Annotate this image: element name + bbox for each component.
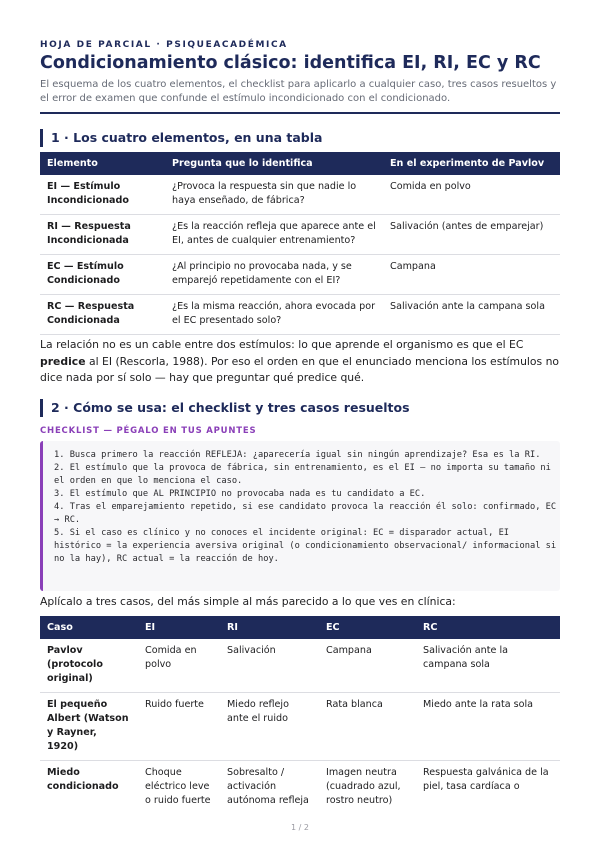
question-cell: ¿Al principio no provocaba nada, y se emparejó repetidamente con el EI? — [165, 255, 383, 295]
element-cell: EI — Estímulo Incondicionado — [40, 175, 165, 215]
pavlov-cell: Campana — [383, 255, 560, 295]
rc-cell: Salivación ante la campana sola — [416, 639, 560, 693]
element-cell: RI — Respuesta Incondicionada — [40, 215, 165, 255]
table-row — [40, 693, 560, 761]
table-header-row — [40, 616, 560, 639]
question-cell: ¿Provoca la respuesta sin que nadie lo haya enseñado, de fábrica? — [165, 175, 383, 215]
note-emphasis: predice — [40, 354, 86, 368]
rc-cell: Miedo ante la rata sola — [416, 693, 560, 761]
section-1-heading: 1 · Los cuatro elementos, en una tabla — [40, 129, 322, 147]
element-cell: RC — Respuesta Condicionada — [40, 295, 165, 335]
ei-cell: Comida en polvo — [138, 639, 220, 693]
checklist-step: 2. El estímulo que la provoca de fábrica, sin entrenamiento, es el EI — no importa su tamaño ni el orden en que lo menciona el caso. — [54, 463, 557, 486]
column-header: RI — [220, 616, 319, 639]
column-header: EC — [319, 616, 416, 639]
checklist-step: 4. Tras el emparejamiento repetido, si ese candidato provoca la reacción él solo: confirmado, EC → RC. — [54, 502, 562, 525]
elements-table — [40, 152, 560, 335]
page-title: Condicionamiento clásico: identifica EI, RI, EC y RC — [40, 53, 541, 73]
column-header: Elemento — [40, 152, 165, 175]
case-cell: Miedo condicionado — [47, 767, 119, 792]
pavlov-cell: Salivación ante la campana sola — [383, 295, 560, 335]
checklist-step: 3. El estímulo que AL PRINCIPIO no provocaba nada es tu candidato a EC. — [54, 489, 426, 499]
question-cell: ¿Es la reacción refleja que aparece ante el EI, antes de cualquier entrenamiento? — [165, 215, 383, 255]
rescorla-note — [40, 337, 560, 387]
column-header: En el experimento de Pavlov — [383, 152, 560, 175]
pavlov-cell: Comida en polvo — [383, 175, 560, 215]
case-cell: Pavlov (protocolo original) — [40, 639, 138, 693]
table-row — [40, 175, 560, 215]
table-header-row — [40, 152, 560, 175]
table-row — [40, 761, 560, 815]
table-row — [40, 215, 560, 255]
checklist-step: 5. Si el caso es clínico y no conoces el incidente original: EC = disparador actual, EI histórico = la experiencia aversiva original (o condicionamiento observacional/ informacional si no la hay), RC actual = la reacción de hoy. — [54, 528, 562, 564]
column-header: EI — [138, 616, 220, 639]
column-header: Pregunta que lo identifica — [165, 152, 383, 175]
column-header: RC — [416, 616, 560, 639]
ri-cell: Miedo reflejo ante el ruido — [220, 693, 319, 761]
ec-cell: Imagen neutra (cuadrado azul, rostro neutro) — [326, 767, 401, 806]
checklist-box — [40, 441, 560, 591]
rc-cell: Respuesta galvánica de la piel, tasa cardíaca o — [423, 767, 549, 792]
note-text: al EI (Rescorla, 1988). Por eso el orden en que el enunciado menciona los estímulos no dice nada por sí solo — hay que preguntar qué predice qué. — [40, 354, 560, 384]
ri-cell: Sobresalto / activación autónoma refleja — [227, 767, 309, 806]
checklist-label: CHECKLIST — PÉGALO EN TUS APUNTES — [40, 426, 257, 436]
ec-cell: Rata blanca — [319, 693, 416, 761]
element-cell: EC — Estímulo Condicionado — [40, 255, 165, 295]
table-row — [40, 295, 560, 335]
column-header: Caso — [40, 616, 138, 639]
pavlov-cell: Salivación (antes de emparejar) — [383, 215, 560, 255]
note-text: La relación no es un cable entre dos estímulos: lo que aprende el organismo es que el EC — [40, 338, 524, 351]
title-divider — [40, 112, 560, 114]
cases-intro: Aplícalo a tres casos, del más simple al más parecido a lo que ves en clínica: — [40, 595, 456, 608]
question-cell: ¿Es la misma reacción, ahora evocada por el EC presentado solo? — [165, 295, 383, 335]
table-row — [40, 255, 560, 295]
page-number: 1 / 2 — [291, 823, 309, 832]
cases-table — [40, 616, 560, 814]
page-subtitle: El esquema de los cuatro elementos, el checklist para aplicarlo a cualquier caso, tres casos resueltos y el error de examen que confunde el estímulo incondicionado con el condicionado. — [40, 79, 557, 104]
table-row — [40, 639, 560, 693]
ri-cell: Salivación — [220, 639, 319, 693]
kicker: HOJA DE PARCIAL · PSIQUEACADÉMICA — [40, 40, 288, 50]
ei-cell: Ruido fuerte — [138, 693, 220, 761]
ec-cell: Campana — [319, 639, 416, 693]
ei-cell: Choque eléctrico leve o ruido fuerte — [145, 767, 211, 806]
section-2-heading: 2 · Cómo se usa: el checklist y tres casos resueltos — [40, 399, 410, 417]
case-cell: El pequeño Albert (Watson y Rayner, 1920) — [40, 693, 138, 761]
checklist-step: 1. Busca primero la reacción REFLEJA: ¿aparecería igual sin ningún aprendizaje? Esa es la RI. — [54, 450, 541, 460]
